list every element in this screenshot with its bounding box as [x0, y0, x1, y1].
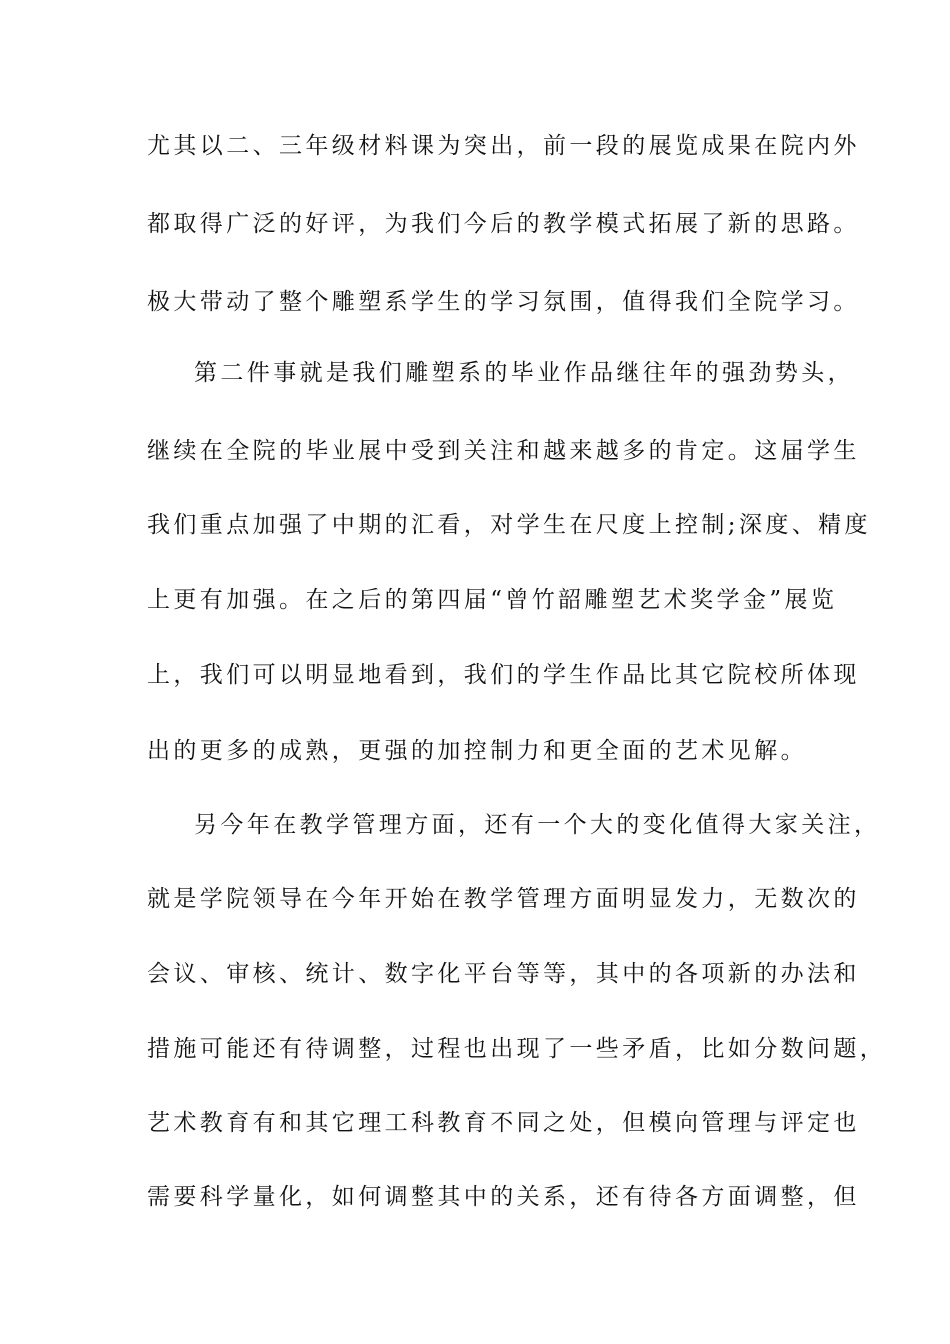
paragraph-start-line: 第二件事就是我们雕塑系的毕业作品继往年的强劲势头，	[194, 360, 854, 386]
text-line: 尤其以二、三年级材料课为突出，前一段的展览成果在院内外	[147, 133, 860, 159]
text-line: 继续在全院的毕业展中受到关注和越来越多的肯定。这届学生	[147, 438, 860, 464]
text-line: 措施可能还有待调整，过程也出现了一些矛盾，比如分数问题，	[147, 1036, 887, 1062]
text-line: 艺术教育有和其它理工科教育不同之处，但模向管理与评定也	[147, 1110, 860, 1136]
text-line: 上，我们可以明显地看到，我们的学生作品比其它院校所体现	[147, 662, 860, 688]
text-line: 需要科学量化，如何调整其中的关系，还有待各方面调整，但	[147, 1184, 860, 1210]
paragraph-start-line: 另今年在教学管理方面，还有一个大的变化值得大家关注，	[194, 812, 881, 838]
text-line: 就是学院领导在今年开始在教学管理方面明显发力，无数次的	[147, 886, 860, 912]
text-line: 都取得广泛的好评，为我们今后的教学模式拓展了新的思路。	[147, 211, 860, 237]
text-line: 上更有加强。在之后的第四届“曾竹韶雕塑艺术奖学金”展览	[147, 587, 838, 613]
text-line: 我们重点加强了中期的汇看，对学生在尺度上控制;深度、精度	[147, 512, 871, 538]
text-line: 会议、审核、统计、数字化平台等等，其中的各项新的办法和	[147, 961, 860, 987]
text-line: 极大带动了整个雕塑系学生的学习氛围，值得我们全院学习。	[147, 289, 860, 315]
text-line: 出的更多的成熟，更强的加控制力和更全面的艺术见解。	[147, 738, 807, 764]
